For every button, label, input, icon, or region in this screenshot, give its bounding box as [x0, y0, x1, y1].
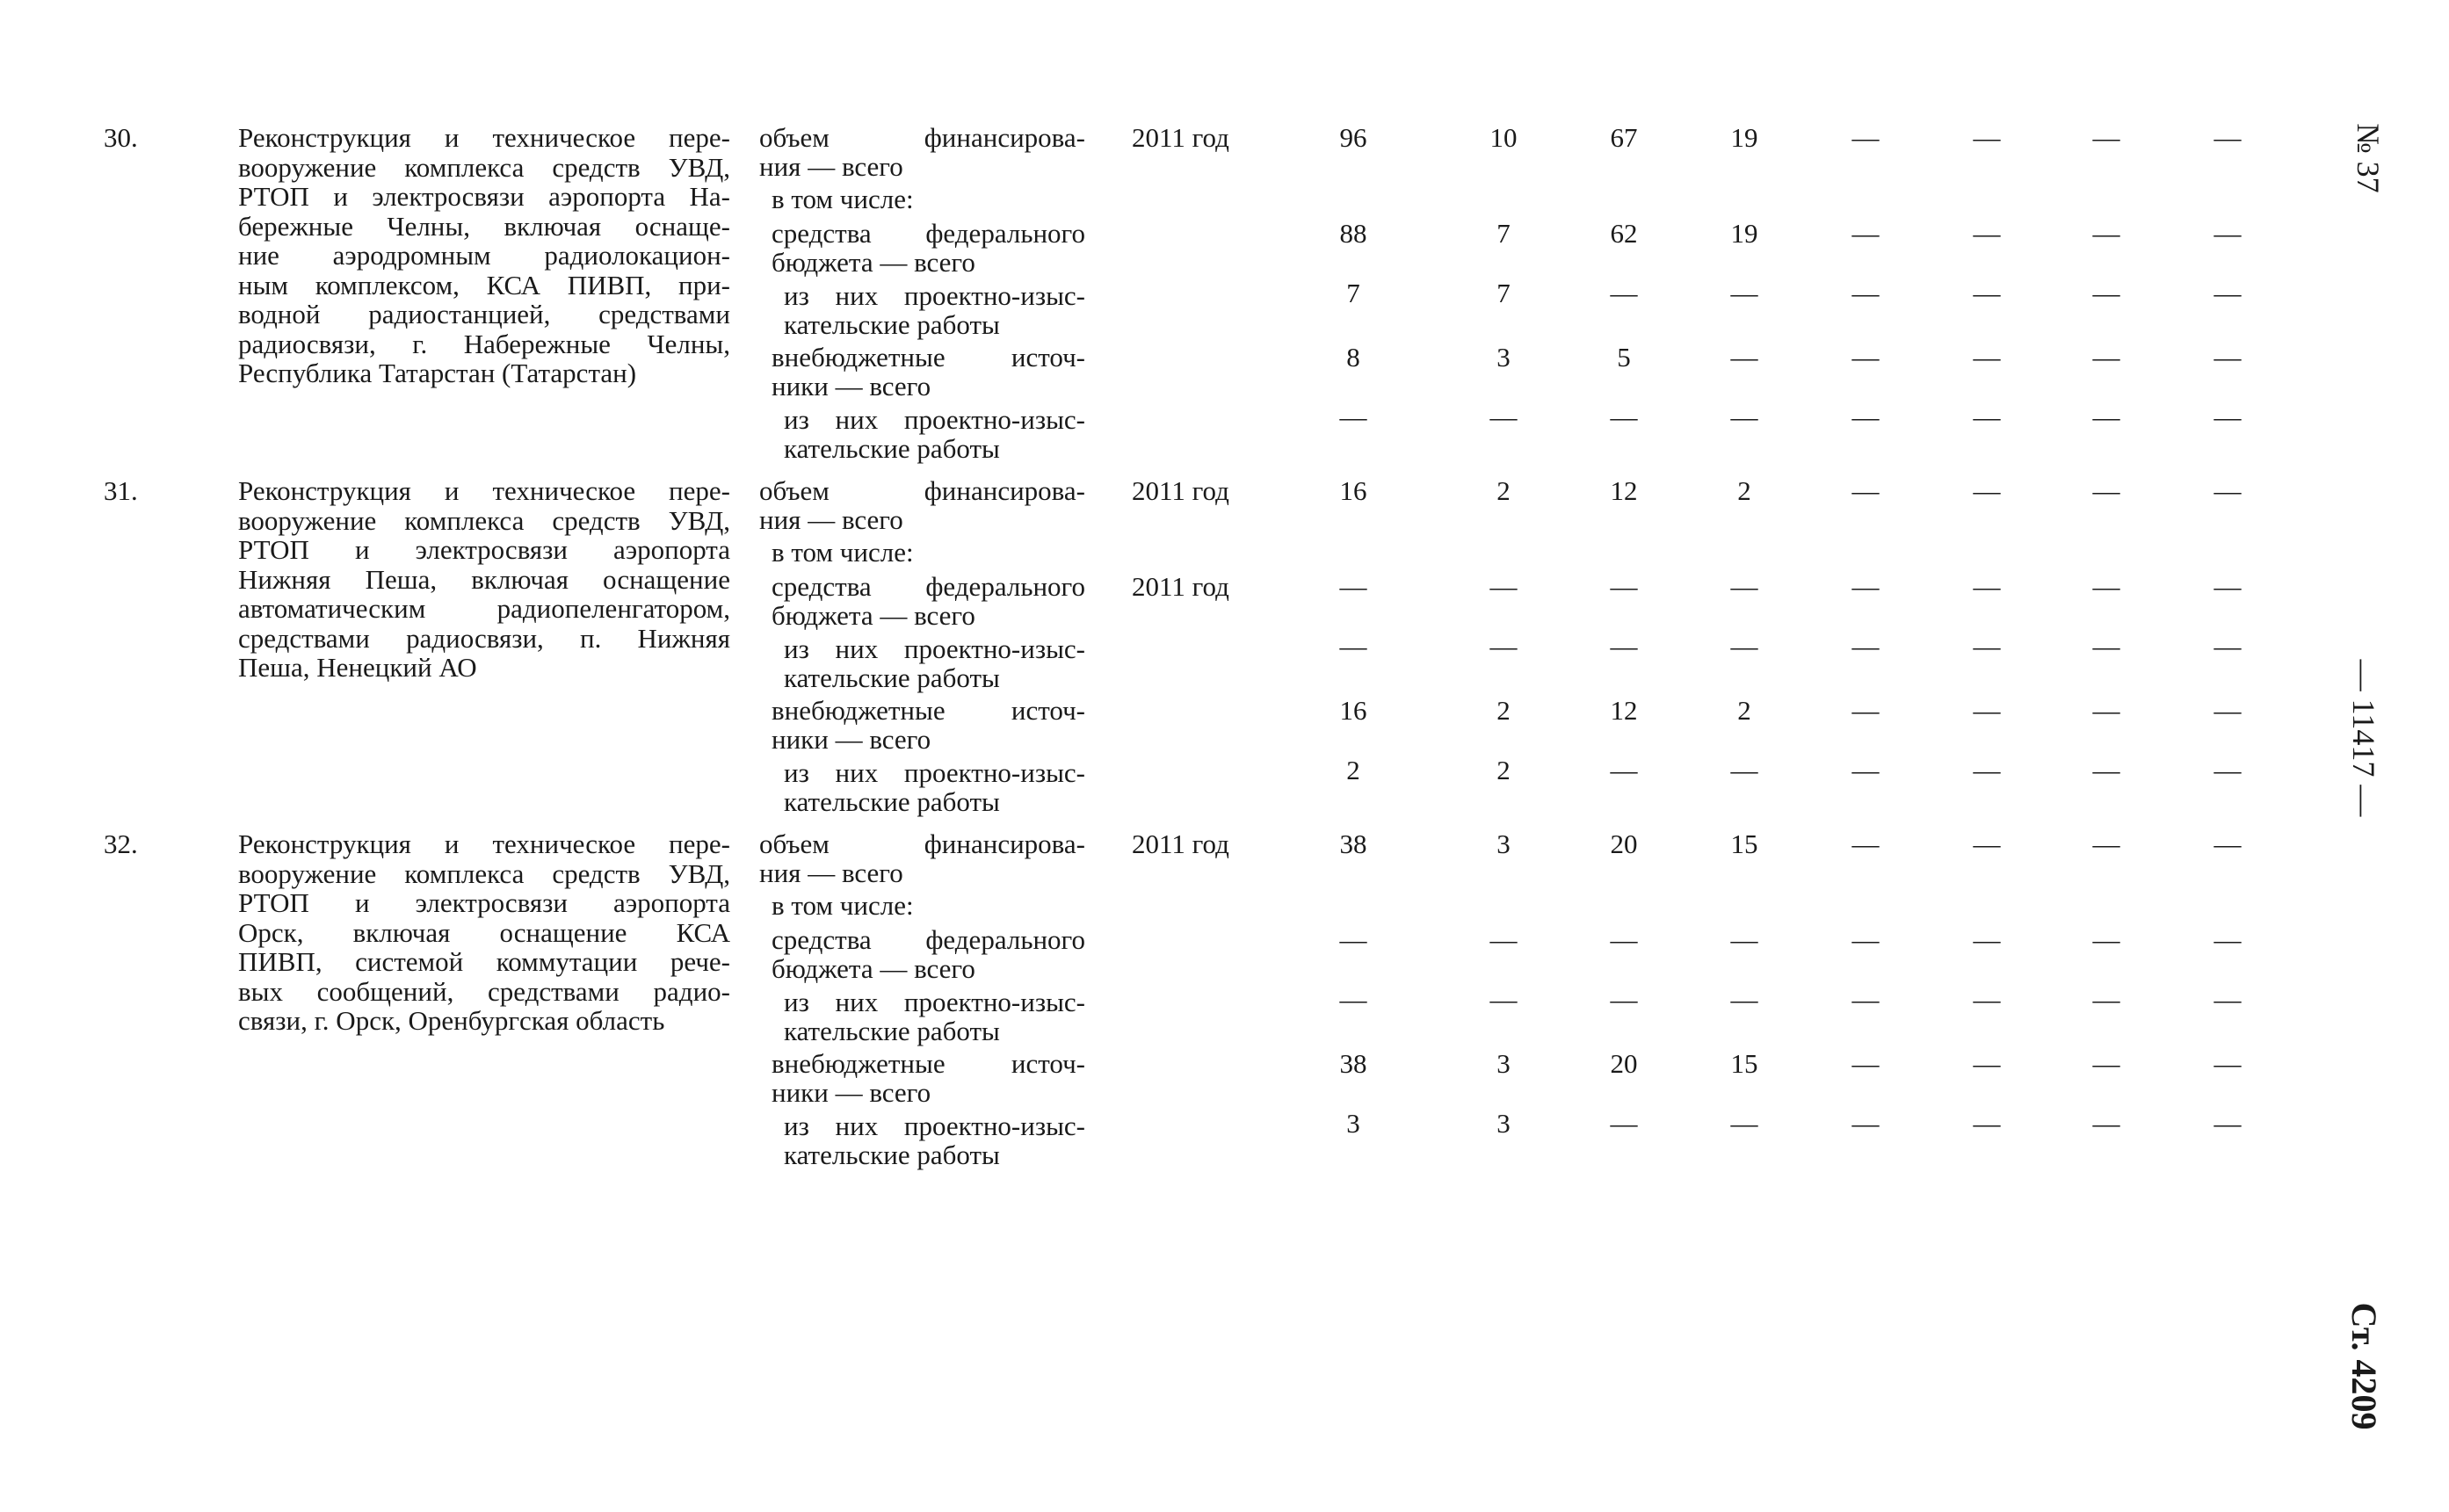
- row-label-line: в том числе:: [772, 184, 914, 214]
- row-label-line: объем финансирова-: [759, 122, 1085, 153]
- value-cell: —: [1610, 924, 1638, 955]
- row-label: [772, 1049, 1085, 1107]
- value-cell: —: [2214, 1108, 2242, 1139]
- value-cell: —: [1339, 984, 1367, 1015]
- value-cell: 15: [1730, 1048, 1758, 1079]
- value-cell: —: [2214, 278, 2242, 308]
- value-cell: 96: [1339, 122, 1367, 153]
- value-cell: —: [1973, 571, 2001, 602]
- description-line: ние аэродромным радиолокацион-: [238, 240, 730, 271]
- value-cell: 16: [1339, 695, 1367, 726]
- row-label-line: из них проектно-изыс-: [784, 1110, 1085, 1141]
- value-cell: —: [2214, 631, 2242, 662]
- value-cell: —: [2214, 402, 2242, 432]
- value-cell: —: [1973, 755, 2001, 785]
- row-label: [772, 184, 1085, 213]
- value-cell: —: [2214, 755, 2242, 785]
- value-cell: —: [2092, 695, 2120, 726]
- row-label-line: ния — всего: [759, 857, 903, 888]
- table-row: [0, 572, 2449, 635]
- value-cell: —: [1730, 402, 1758, 432]
- row-year: 2011 год: [1132, 475, 1229, 506]
- row-label: [759, 829, 1085, 887]
- value-cell: —: [1489, 924, 1518, 955]
- row-label: [784, 988, 1085, 1045]
- row-label: [772, 219, 1085, 277]
- description-line: связи, г. Орск, Оренбургская область: [238, 1005, 665, 1036]
- value-cell: —: [1730, 1108, 1758, 1139]
- row-label-line: бюджета — всего: [772, 600, 975, 631]
- value-cell: —: [1851, 475, 1880, 506]
- entry-number: 30.: [104, 122, 138, 153]
- value-cell: —: [1851, 218, 1880, 249]
- value-cell: 7: [1496, 218, 1511, 249]
- value-cell: —: [1973, 631, 2001, 662]
- row-label-line: из них проектно-изыс-: [784, 987, 1085, 1017]
- value-cell: —: [1489, 631, 1518, 662]
- description-line: бережные Челны, включая оснаще-: [238, 210, 730, 242]
- value-cell: 38: [1339, 1048, 1367, 1079]
- value-cell: —: [2214, 342, 2242, 373]
- value-cell: 67: [1610, 122, 1638, 153]
- value-cell: —: [2214, 695, 2242, 726]
- row-label-line: из них проектно-изыс-: [784, 633, 1085, 664]
- value-cell: —: [1851, 984, 1880, 1015]
- row-label-line: в том числе:: [772, 537, 914, 568]
- value-cell: 8: [1346, 342, 1360, 373]
- description-line: ПИВП, системой коммутации рече-: [238, 946, 730, 977]
- value-cell: —: [1610, 984, 1638, 1015]
- value-cell: —: [2214, 218, 2242, 249]
- row-label-line: из них проектно-изыс-: [784, 404, 1085, 435]
- row-label-line: ния — всего: [759, 151, 903, 182]
- row-label: [772, 538, 1085, 567]
- value-cell: —: [2092, 218, 2120, 249]
- value-cell: 2: [1496, 695, 1511, 726]
- value-cell: —: [1973, 278, 2001, 308]
- value-cell: —: [1489, 402, 1518, 432]
- row-label: [784, 758, 1085, 816]
- value-cell: —: [2214, 984, 2242, 1015]
- value-cell: 3: [1496, 342, 1511, 373]
- row-label: [784, 281, 1085, 339]
- table-row: [0, 219, 2449, 282]
- row-label-line: бюджета — всего: [772, 247, 975, 278]
- value-cell: 16: [1339, 475, 1367, 506]
- value-cell: —: [2214, 828, 2242, 859]
- row-label: [759, 476, 1085, 534]
- value-cell: —: [1851, 402, 1880, 432]
- description-line: Реконструкция и техническое пере-: [238, 828, 730, 859]
- entry-number: 31.: [104, 475, 138, 506]
- description-line: Орск, включая оснащение КСА: [238, 916, 730, 948]
- value-cell: —: [1730, 755, 1758, 785]
- table-row: [0, 1049, 2449, 1112]
- description-line: Реконструкция и техническое пере-: [238, 475, 730, 506]
- row-year: 2011 год: [1132, 571, 1229, 602]
- row-label-line: кательские работы: [784, 1139, 1000, 1170]
- description-line: РТОП и электросвязи аэропорта На-: [238, 181, 730, 212]
- description-line: водной радиостанцией, средствами: [238, 299, 730, 329]
- value-cell: —: [1730, 571, 1758, 602]
- value-cell: 2: [1496, 755, 1511, 785]
- value-cell: —: [1730, 631, 1758, 662]
- value-cell: 19: [1730, 218, 1758, 249]
- value-cell: —: [1730, 278, 1758, 308]
- article-page-label: Ст. 4209: [2344, 1302, 2384, 1430]
- value-cell: 38: [1339, 828, 1367, 859]
- description-line: ным комплексом, КСА ПИВП, при-: [238, 269, 730, 300]
- value-cell: —: [2214, 475, 2242, 506]
- row-label-line: внебюджетные источ-: [772, 1048, 1085, 1079]
- row-label: [772, 572, 1085, 630]
- table-row: [0, 476, 2449, 539]
- table-row: [0, 984, 2449, 1051]
- value-cell: —: [1851, 278, 1880, 308]
- table-row: [0, 1108, 2449, 1175]
- value-cell: 20: [1610, 1048, 1638, 1079]
- row-label-line: внебюджетные источ-: [772, 695, 1085, 726]
- entry-number: 32.: [104, 828, 138, 859]
- description-line: вооружение комплекса средств УВД,: [238, 857, 730, 889]
- value-cell: —: [1339, 924, 1367, 955]
- value-cell: —: [2092, 278, 2120, 308]
- table-row: [0, 925, 2449, 988]
- row-label-line: из них проектно-изыс-: [784, 757, 1085, 788]
- description-line: Реконструкция и техническое пере-: [238, 122, 730, 153]
- row-label-line: кательские работы: [784, 1016, 1000, 1046]
- row-label-line: ники — всего: [772, 1077, 931, 1108]
- value-cell: —: [1851, 342, 1880, 373]
- value-cell: —: [1851, 828, 1880, 859]
- value-cell: —: [1610, 278, 1638, 308]
- row-label: [772, 696, 1085, 754]
- table-row: [0, 343, 2449, 406]
- value-cell: —: [1851, 1108, 1880, 1139]
- value-cell: 3: [1496, 1048, 1511, 1079]
- value-cell: —: [2214, 924, 2242, 955]
- value-cell: —: [1851, 571, 1880, 602]
- value-cell: 2: [1496, 475, 1511, 506]
- value-cell: —: [2092, 342, 2120, 373]
- table-row: [0, 631, 2449, 698]
- table-row: [0, 696, 2449, 759]
- description-line: РТОП и электросвязи аэропорта: [238, 534, 730, 565]
- value-cell: 12: [1610, 475, 1638, 506]
- value-cell: —: [1973, 402, 2001, 432]
- value-cell: 20: [1610, 828, 1638, 859]
- value-cell: —: [2092, 924, 2120, 955]
- value-cell: —: [1973, 924, 2001, 955]
- row-label-line: средства федерального: [772, 218, 1085, 249]
- value-cell: —: [2214, 571, 2242, 602]
- value-cell: —: [1973, 695, 2001, 726]
- row-label-line: объем финансирова-: [759, 475, 1085, 506]
- value-cell: —: [1973, 342, 2001, 373]
- row-label: [784, 1111, 1085, 1169]
- description-line: вых сообщений, средствами радио-: [238, 975, 730, 1007]
- value-cell: —: [1730, 924, 1758, 955]
- row-label: [772, 891, 1085, 920]
- value-cell: 5: [1617, 342, 1631, 373]
- description-line: вооружение комплекса средств УВД,: [238, 151, 730, 183]
- row-label-line: кательские работы: [784, 309, 1000, 340]
- value-cell: —: [1730, 342, 1758, 373]
- row-label: [784, 405, 1085, 463]
- value-cell: 2: [1346, 755, 1360, 785]
- value-cell: —: [2092, 475, 2120, 506]
- value-cell: —: [1973, 984, 2001, 1015]
- description-line: вооружение комплекса средств УВД,: [238, 504, 730, 536]
- row-label-line: кательские работы: [784, 786, 1000, 817]
- row-label-line: средства федерального: [772, 571, 1085, 602]
- value-cell: —: [1973, 122, 2001, 153]
- value-cell: —: [2092, 122, 2120, 153]
- value-cell: —: [1610, 755, 1638, 785]
- description-line: автоматическим радиопеленгатором,: [238, 593, 730, 624]
- row-label-line: ния — всего: [759, 504, 903, 535]
- value-cell: —: [1973, 475, 2001, 506]
- law-document-number: — 11417 —: [2346, 659, 2381, 817]
- description-line: Пеша, Ненецкий АО: [238, 652, 477, 683]
- row-year: 2011 год: [1132, 122, 1229, 153]
- value-cell: —: [2092, 828, 2120, 859]
- value-cell: —: [2092, 984, 2120, 1015]
- value-cell: —: [1851, 122, 1880, 153]
- row-label-line: бюджета — всего: [772, 953, 975, 984]
- value-cell: 2: [1737, 475, 1751, 506]
- value-cell: —: [1489, 571, 1518, 602]
- value-cell: —: [2214, 122, 2242, 153]
- row-label: [772, 925, 1085, 983]
- row-label-line: объем финансирова-: [759, 828, 1085, 859]
- description-line: Республика Татарстан (Татарстан): [238, 358, 637, 388]
- value-cell: 3: [1346, 1108, 1360, 1139]
- value-cell: 7: [1346, 278, 1360, 308]
- value-cell: 10: [1489, 122, 1518, 153]
- value-cell: 12: [1610, 695, 1638, 726]
- value-cell: —: [2092, 755, 2120, 785]
- row-label-line: внебюджетные источ-: [772, 342, 1085, 373]
- value-cell: 88: [1339, 218, 1367, 249]
- row-label-line: ники — всего: [772, 371, 931, 402]
- value-cell: —: [1339, 631, 1367, 662]
- row-label-line: средства федерального: [772, 924, 1085, 955]
- value-cell: —: [1851, 695, 1880, 726]
- value-cell: —: [1610, 631, 1638, 662]
- value-cell: —: [2214, 1048, 2242, 1079]
- value-cell: 62: [1610, 218, 1638, 249]
- value-cell: —: [1851, 755, 1880, 785]
- value-cell: —: [1973, 218, 2001, 249]
- value-cell: —: [1339, 402, 1367, 432]
- value-cell: —: [2092, 631, 2120, 662]
- value-cell: —: [1489, 984, 1518, 1015]
- value-cell: —: [2092, 402, 2120, 432]
- row-label-line: в том числе:: [772, 890, 914, 921]
- table-row: [0, 755, 2449, 821]
- value-cell: 7: [1496, 278, 1511, 308]
- value-cell: —: [1973, 1108, 2001, 1139]
- description-line: радиосвязи, г. Набережные Челны,: [238, 328, 730, 359]
- value-cell: —: [1610, 571, 1638, 602]
- table-row: [0, 829, 2449, 893]
- value-cell: —: [1730, 984, 1758, 1015]
- row-label: [759, 123, 1085, 181]
- value-cell: —: [1973, 828, 2001, 859]
- description-line: Нижняя Пеша, включая оснащение: [238, 563, 730, 595]
- value-cell: 15: [1730, 828, 1758, 859]
- value-cell: —: [2092, 1108, 2120, 1139]
- row-label-line: из них проектно-изыс-: [784, 280, 1085, 311]
- table-row: [0, 402, 2449, 468]
- row-label: [784, 634, 1085, 692]
- value-cell: —: [2092, 571, 2120, 602]
- row-label-line: кательские работы: [784, 662, 1000, 693]
- row-label: [772, 343, 1085, 401]
- row-label-line: ники — всего: [772, 724, 931, 755]
- description-line: средствами радиосвязи, п. Нижняя: [238, 622, 730, 654]
- value-cell: 3: [1496, 828, 1511, 859]
- table-row: [0, 123, 2449, 186]
- value-cell: —: [1851, 924, 1880, 955]
- description-line: РТОП и электросвязи аэропорта: [238, 887, 730, 918]
- value-cell: —: [1610, 402, 1638, 432]
- value-cell: —: [1610, 1108, 1638, 1139]
- value-cell: 19: [1730, 122, 1758, 153]
- value-cell: 2: [1737, 695, 1751, 726]
- row-year: 2011 год: [1132, 828, 1229, 859]
- table-row: [0, 278, 2449, 344]
- value-cell: —: [1851, 631, 1880, 662]
- value-cell: —: [1851, 1048, 1880, 1079]
- value-cell: 3: [1496, 1108, 1511, 1139]
- row-label-line: кательские работы: [784, 433, 1000, 464]
- value-cell: —: [1339, 571, 1367, 602]
- gazette-issue-number: № 37: [2351, 123, 2386, 193]
- value-cell: —: [2092, 1048, 2120, 1079]
- value-cell: —: [1973, 1048, 2001, 1079]
